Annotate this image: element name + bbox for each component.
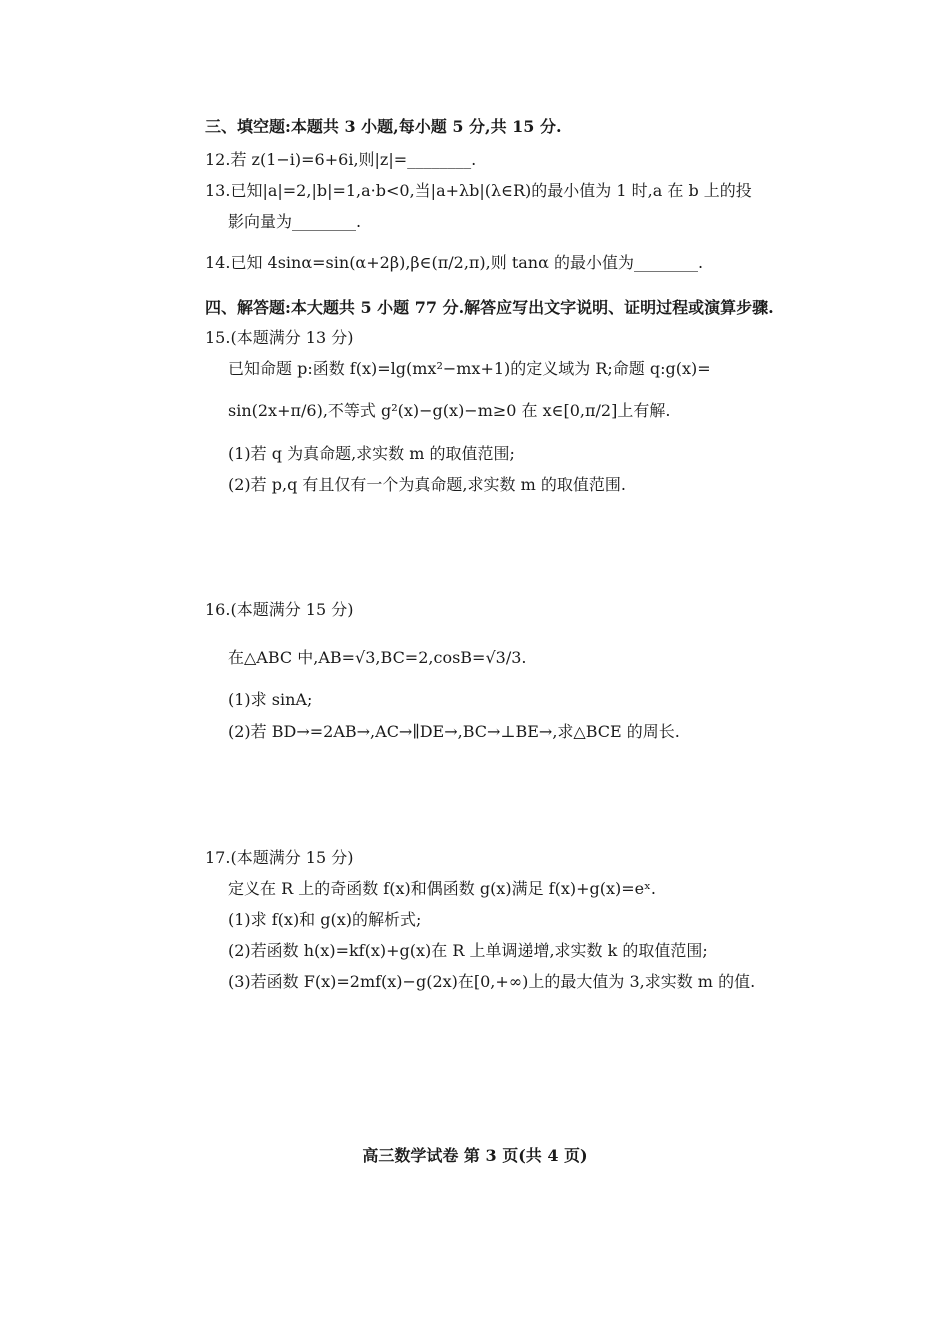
question-15-part1: (1)若 q 为真命题,求实数 m 的取值范围; [228,444,515,463]
question-17-part2: (2)若函数 h(x)=kf(x)+g(x)在 R 上单调递增,求实数 k 的取值范围; [228,941,708,960]
question-12: 12.若 z(1−i)=6+6i,则|z|=________. [205,150,477,169]
question-15-line1: 已知命题 p:函数 f(x)=lg(mx²−mx+1)的定义域为 R;命题 q:g(x)= [228,359,711,378]
question-15-title: 15.(本题满分 13 分) [205,328,354,347]
question-17-part3: (3)若函数 F(x)=2mf(x)−g(2x)在[0,+∞)上的最大值为 3,求实数 m 的值. [228,972,756,991]
question-14: 14.已知 4sinα=sin(α+2β),β∈(π/2,π),则 tanα 的最小值为________. [205,253,704,272]
question-16-line1: 在△ABC 中,AB=√3,BC=2,cosB=√3/3. [228,648,527,667]
question-17-part1: (1)求 f(x)和 g(x)的解析式; [228,910,422,929]
question-16-part1: (1)求 sinA; [228,690,313,709]
section3-heading: 三、填空题:本题共 3 小题,每小题 5 分,共 15 分. [205,117,562,136]
page-footer: 高三数学试卷 第 3 页(共 4 页) [362,1146,588,1165]
question-13-line1: 13.已知|a|=2,|b|=1,a·b<0,当|a+λb|(λ∈R)的最小值为 1 时,a 在 b 上的投 [205,181,752,200]
question-16-part2: (2)若 BD→=2AB→,AC→∥DE→,BC→⊥BE→,求△BCE 的周长. [228,722,680,741]
question-15-line2: sin(2x+π/6),不等式 g²(x)−g(x)−m≥0 在 x∈[0,π/2]上有解. [228,401,671,420]
question-17-line1: 定义在 R 上的奇函数 f(x)和偶函数 g(x)满足 f(x)+g(x)=eˣ. [228,879,656,898]
section4-heading: 四、解答题:本大题共 5 小题 77 分.解答应写出文字说明、证明过程或演算步骤. [205,298,774,317]
question-17-title: 17.(本题满分 15 分) [205,848,354,867]
question-13-line2: 影向量为________. [228,212,362,231]
question-16-title: 16.(本题满分 15 分) [205,600,354,619]
question-15-part2: (2)若 p,q 有且仅有一个为真命题,求实数 m 的取值范围. [228,475,626,494]
